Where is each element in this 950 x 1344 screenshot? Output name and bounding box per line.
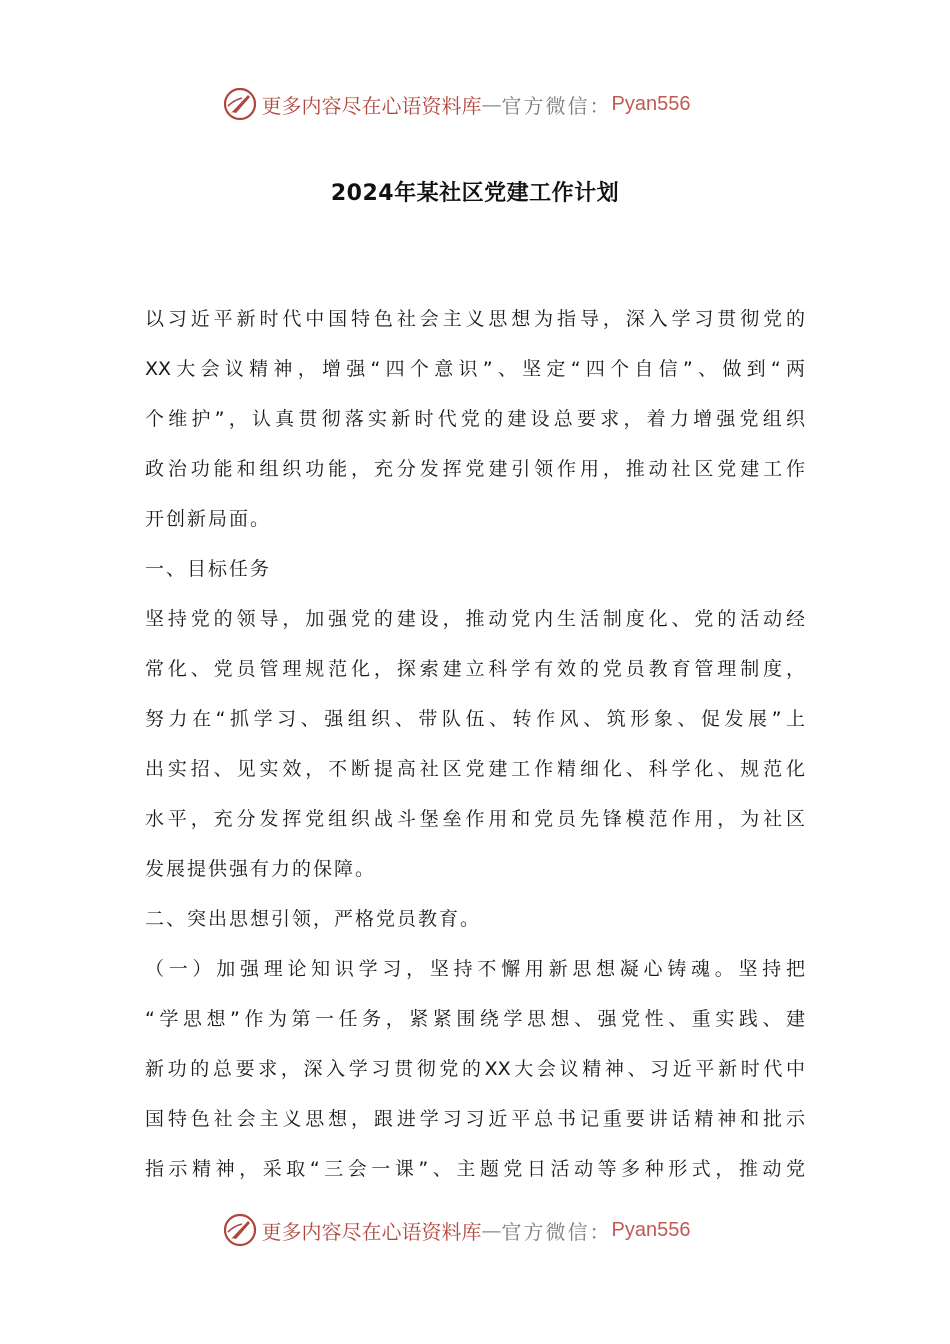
quill-logo-icon [222,1212,258,1248]
text-line: 出实招、见实效，不断提高社区党建工作精细化、科学化、规范化 [145,758,805,780]
section-heading: 二、突出思想引领，严格党员教育。 [145,908,482,930]
text-line: 指示精神，采取“三会一课”、主题党日活动等多种形式，推动党 [145,1158,805,1180]
footer-banner [0,1208,950,1252]
section-heading: 一、目标任务 [145,558,272,580]
document-title: 2024年某社区党建工作计划 [330,181,620,206]
banner-wechat-label: 官方微信： [501,1219,612,1244]
document-body [145,294,805,1194]
text-line: （一）加强理论知识学习，坚持不懈用新思想凝心铸魂。坚持把 [145,958,805,980]
banner-separator: — [481,1218,502,1242]
text-line: 努力在“抓学习、强组织、带队伍、转作风、筑形象、促发展”上 [145,708,805,730]
banner-main-text: 更多内容尽在心语资料库 [261,1219,482,1244]
banner-separator: — [481,92,502,116]
text-line: 水平，充分发挥党组织战斗堡垒作用和党员先锋模范作用，为社区 [145,808,805,830]
text-line: 国特色社会主义思想，跟进学习习近平总书记重要讲话精神和批示 [145,1108,805,1130]
text-line: 个维护”，认真贯彻落实新时代党的建设总要求，着力增强党组织 [145,408,805,430]
banner-main-text: 更多内容尽在心语资料库 [261,93,482,118]
text-line: 新功的总要求，深入学习贯彻党的XX大会议精神、习近平新时代中 [145,1058,805,1080]
text-line: 政治功能和组织功能，充分发挥党建引领作用，推动社区党建工作 [145,458,805,480]
text-line: 坚持党的领导，加强党的建设，推动党内生活制度化、党的活动经 [145,608,805,630]
text-line: “学思想”作为第一任务，紧紧围绕学思想、强党性、重实践、建 [145,1008,805,1030]
banner-wechat-id: Pyan556 [611,92,691,115]
text-line: 开创新局面。 [145,508,272,530]
banner-wechat-label: 官方微信： [501,93,612,118]
text-line: XX大会议精神，增强“四个意识”、坚定“四个自信”、做到“两 [145,358,805,380]
header-banner [0,82,950,126]
text-line: 发展提供强有力的保障。 [145,858,377,880]
text-line: 以习近平新时代中国特色社会主义思想为指导，深入学习贯彻党的 [145,308,805,330]
text-line: 常化、党员管理规范化，探索建立科学有效的党员教育管理制度， [145,658,805,680]
banner-wechat-id: Pyan556 [611,1218,691,1241]
quill-logo-icon [222,86,258,122]
